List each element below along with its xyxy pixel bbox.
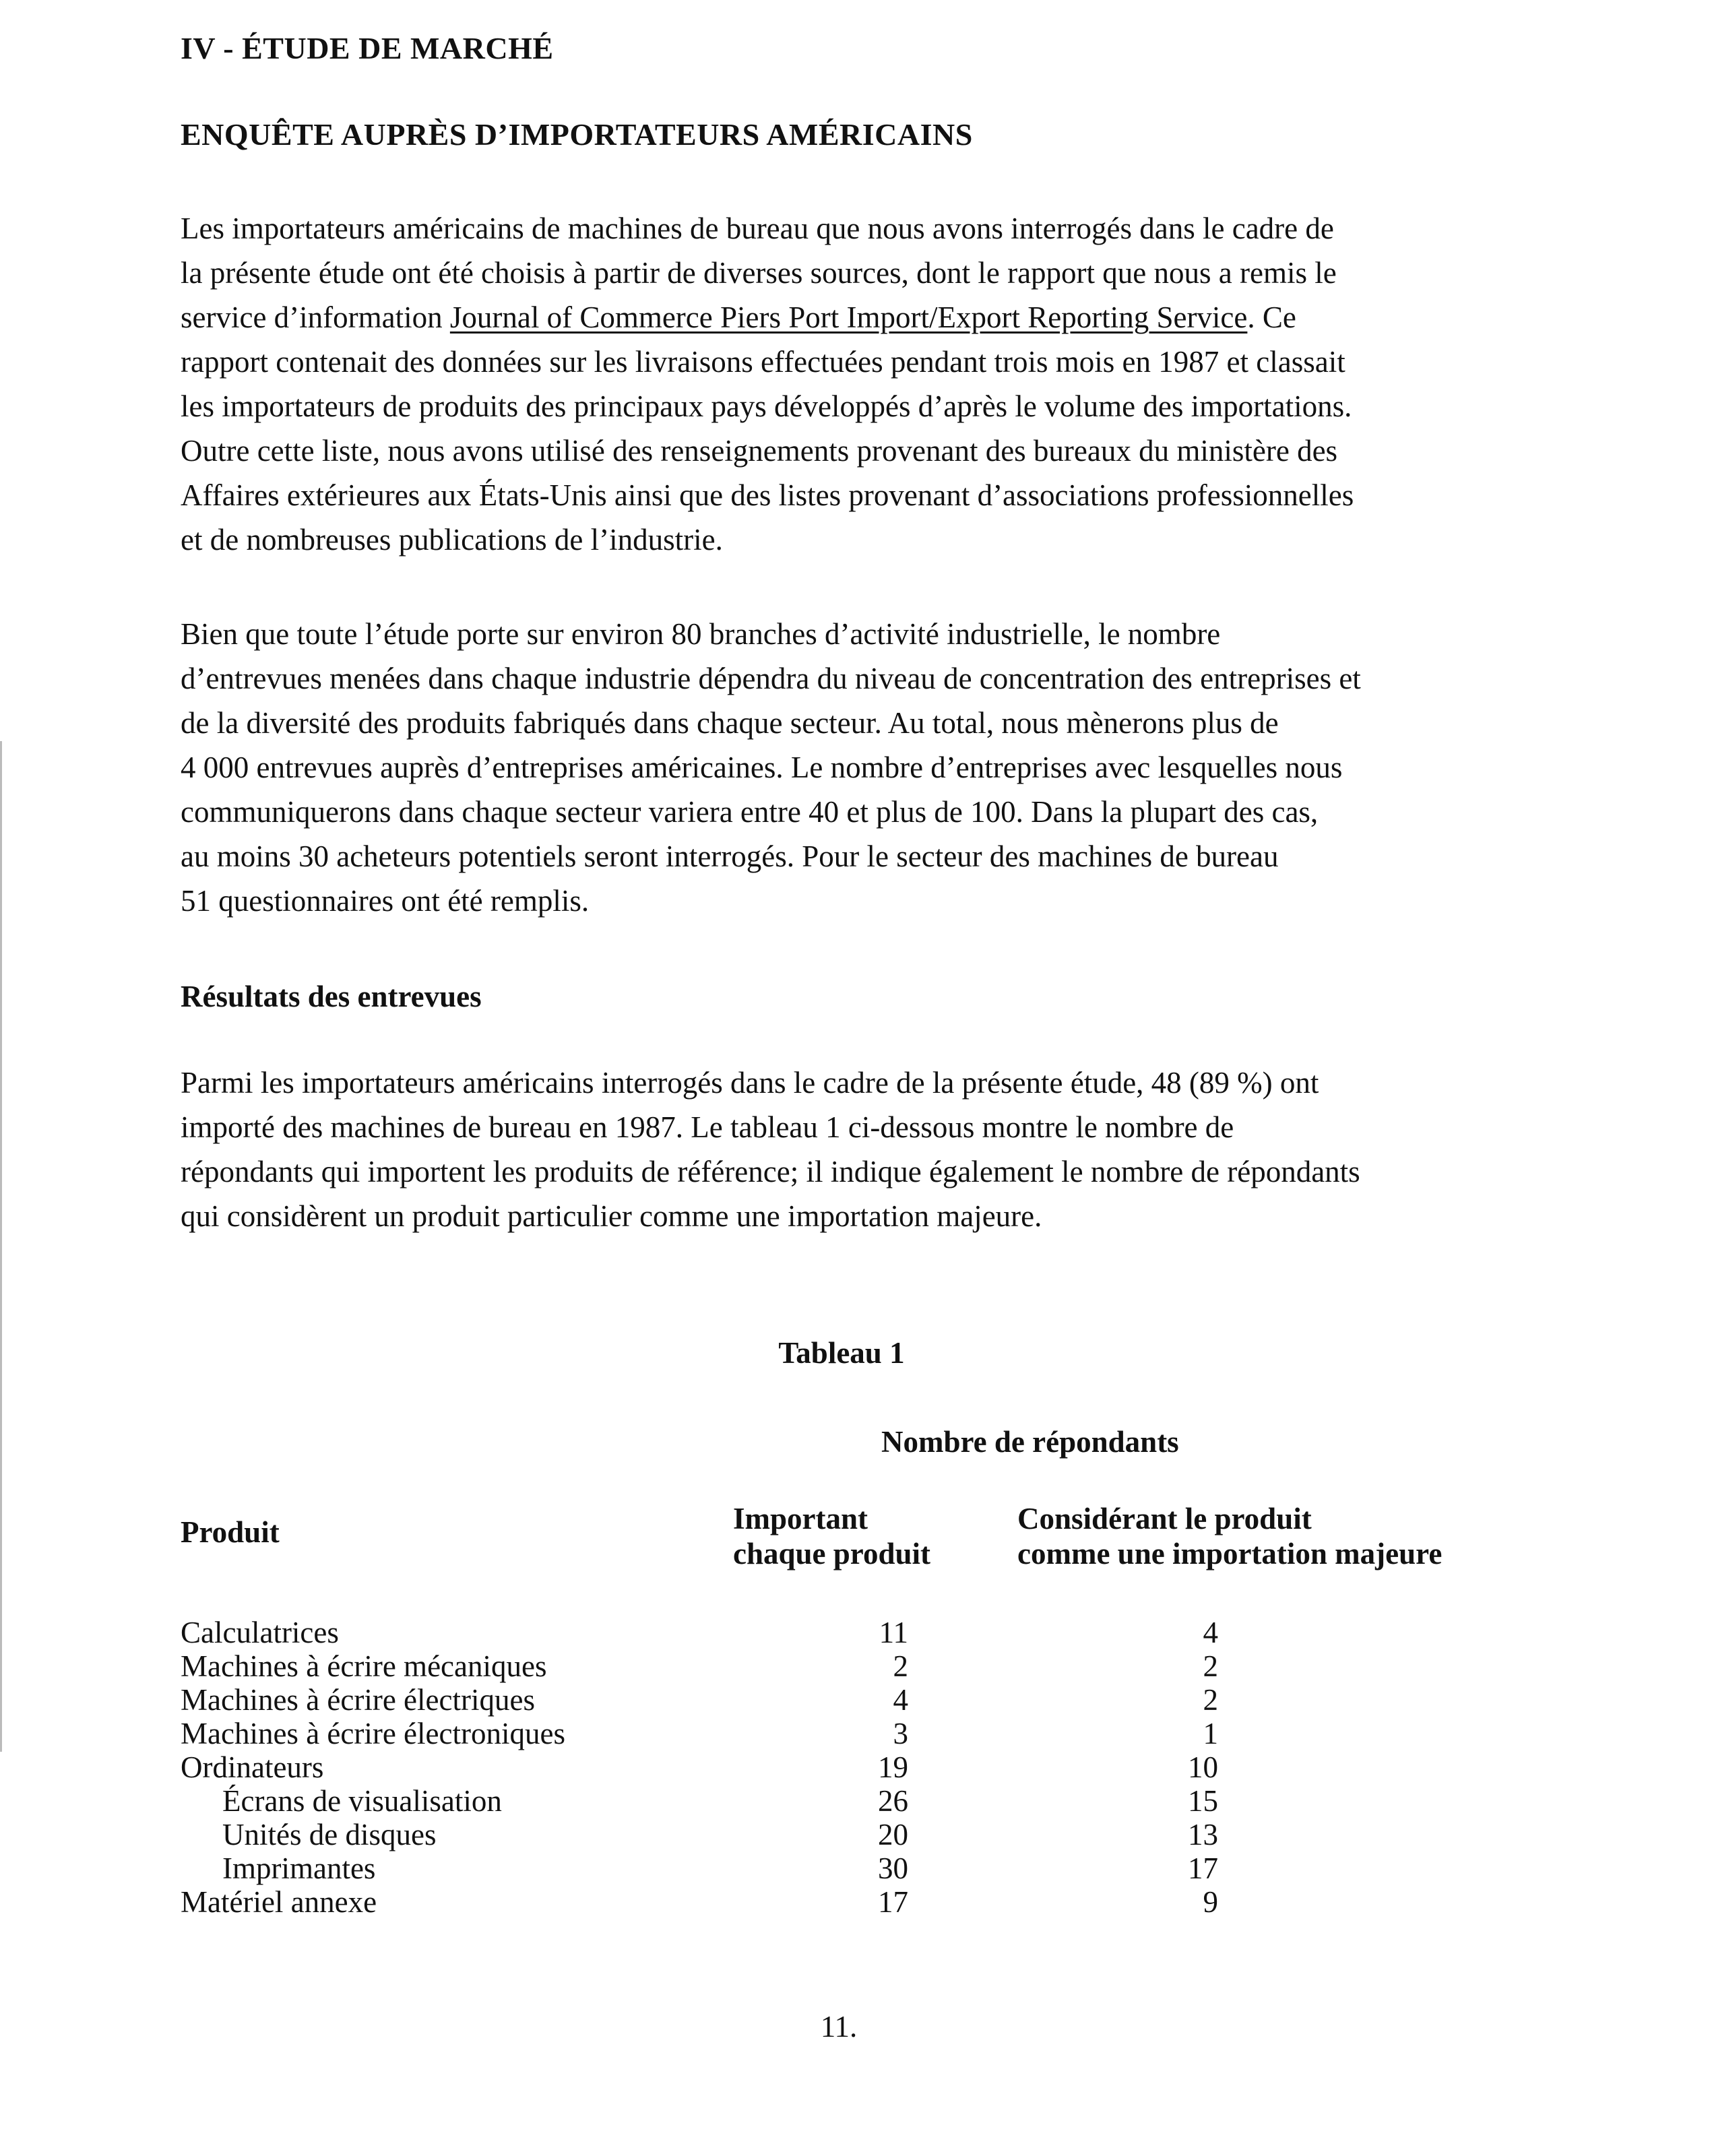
table-row: [181, 1649, 1535, 1683]
product-name: Machines à écrire mécaniques: [181, 1649, 547, 1683]
importing-count: 4: [893, 1683, 908, 1717]
product-name: Ordinateurs: [181, 1750, 324, 1784]
paragraph-line: rapport contenait des données sur les livraisons effectuées pendant trois mois en 1987 et classait: [181, 345, 1345, 379]
paragraph-line: les importateurs de produits des principaux pays développés d’après le volume des importations.: [181, 389, 1352, 423]
paragraph-line: Affaires extérieures aux États-Unis ainsi que des listes provenant d’associations professionnelles: [181, 478, 1354, 512]
paragraph-line: au moins 30 acheteurs potentiels seront interrogés. Pour le secteur des machines de bureau: [181, 839, 1279, 873]
table-body: [181, 1616, 1535, 1919]
paragraph-line: [181, 295, 1535, 340]
major-import-count: 2: [1203, 1649, 1218, 1683]
page-number: [0, 2008, 1710, 2046]
column-header-line: comme une importation majeure: [1017, 1537, 1443, 1571]
paragraph-line: 4 000 entrevues auprès d’entreprises américaines. Le nombre d’entreprises avec lesquelles nous: [181, 751, 1343, 784]
table-row: [181, 1851, 1535, 1885]
page-number-text: 11.: [820, 2010, 858, 2043]
paragraph-line: qui considèrent un produit particulier comme une importation majeure.: [181, 1199, 1042, 1233]
paragraph-line: de la diversité des produits fabriqués dans chaque secteur. Au total, nous mènerons plus de: [181, 706, 1279, 740]
paragraph-line: la présente étude ont été choisis à partir de diverses sources, dont le rapport que nous a remis le: [181, 256, 1337, 290]
results-heading: Résultats des entrevues: [181, 980, 482, 1013]
table-row: [181, 1683, 1535, 1717]
paragraph-line: Outre cette liste, nous avons utilisé des renseignements provenant des bureaux du ministère des: [181, 434, 1338, 468]
paragraph-line: importé des machines de bureau en 1987. Le tableau 1 ci-dessous montre le nombre de: [181, 1110, 1234, 1144]
importing-count: 19: [878, 1750, 908, 1784]
column-header-product: Produit: [181, 1515, 280, 1549]
table-row: [181, 1750, 1535, 1784]
product-name: Calculatrices: [181, 1616, 339, 1649]
column-header-major-import: [1017, 1501, 1442, 1571]
report-title-underlined: Journal of Commerce Piers Port Import/Export Reporting Service: [449, 300, 1248, 334]
major-import-count: 4: [1203, 1616, 1218, 1649]
major-import-count: 10: [1188, 1750, 1218, 1784]
paragraph-text: service d’information: [181, 300, 450, 334]
major-import-count: 13: [1188, 1818, 1218, 1851]
survey-heading: ENQUÊTE AUPRÈS D’IMPORTATEURS AMÉRICAINS: [181, 117, 973, 152]
table-group-header: Nombre de répondants: [881, 1425, 1179, 1459]
table-row: [181, 1616, 1535, 1649]
paragraph-line: d’entrevues menées dans chaque industrie dépendra du niveau de concentration des entreprises et: [181, 662, 1361, 695]
table-row: [181, 1885, 1535, 1919]
product-name: Écrans de visualisation: [222, 1784, 502, 1818]
table-row: [181, 1818, 1535, 1851]
importing-count: 17: [878, 1885, 908, 1919]
importing-count: 2: [893, 1649, 908, 1683]
product-name: Unités de disques: [222, 1818, 437, 1851]
major-import-count: 15: [1188, 1784, 1218, 1818]
column-header-importing: [733, 1501, 930, 1571]
major-import-count: 9: [1203, 1885, 1218, 1919]
major-import-count: 17: [1188, 1851, 1218, 1885]
paragraph-line: répondants qui importent les produits de référence; il indique également le nombre de répondants: [181, 1155, 1360, 1188]
table-title-text: Tableau 1: [778, 1336, 905, 1370]
column-header-line: chaque produit: [733, 1537, 931, 1571]
paragraph-text: . Ce: [1247, 300, 1296, 334]
product-name: Matériel annexe: [181, 1885, 377, 1919]
importing-count: 26: [878, 1784, 908, 1818]
section-heading: IV - ÉTUDE DE MARCHÉ: [181, 31, 554, 65]
paragraph-sources: [181, 206, 1535, 562]
paragraph-line: Bien que toute l’étude porte sur environ 80 branches d’activité industrielle, le nombre: [181, 617, 1221, 651]
table-title: [0, 1334, 1710, 1372]
column-header-line: Important: [733, 1502, 868, 1535]
importing-count: 30: [878, 1851, 908, 1885]
paragraph-line: communiquerons dans chaque secteur variera entre 40 et plus de 100. Dans la plupart des cas,: [181, 795, 1319, 829]
paragraph-methodology: [181, 612, 1535, 923]
scan-edge-line: [0, 741, 2, 1752]
paragraph-results: [181, 1060, 1535, 1238]
major-import-count: 2: [1203, 1683, 1218, 1717]
importing-count: 11: [879, 1616, 908, 1649]
paragraph-line: 51 questionnaires ont été remplis.: [181, 884, 590, 918]
importing-count: 20: [878, 1818, 908, 1851]
product-name: Machines à écrire électriques: [181, 1683, 535, 1717]
table-row: [181, 1784, 1535, 1818]
product-name: Machines à écrire électroniques: [181, 1717, 565, 1750]
paragraph-line: et de nombreuses publications de l’industrie.: [181, 523, 723, 557]
product-name: Imprimantes: [222, 1851, 376, 1885]
major-import-count: 1: [1203, 1717, 1218, 1750]
paragraph-line: Les importateurs américains de machines de bureau que nous avons interrogés dans le cadre de: [181, 212, 1334, 245]
column-header-line: Considérant le produit: [1017, 1502, 1312, 1535]
paragraph-line: Parmi les importateurs américains interrogés dans le cadre de la présente étude, 48 (89 %) ont: [181, 1066, 1319, 1100]
table-row: [181, 1717, 1535, 1750]
importing-count: 3: [893, 1717, 908, 1750]
